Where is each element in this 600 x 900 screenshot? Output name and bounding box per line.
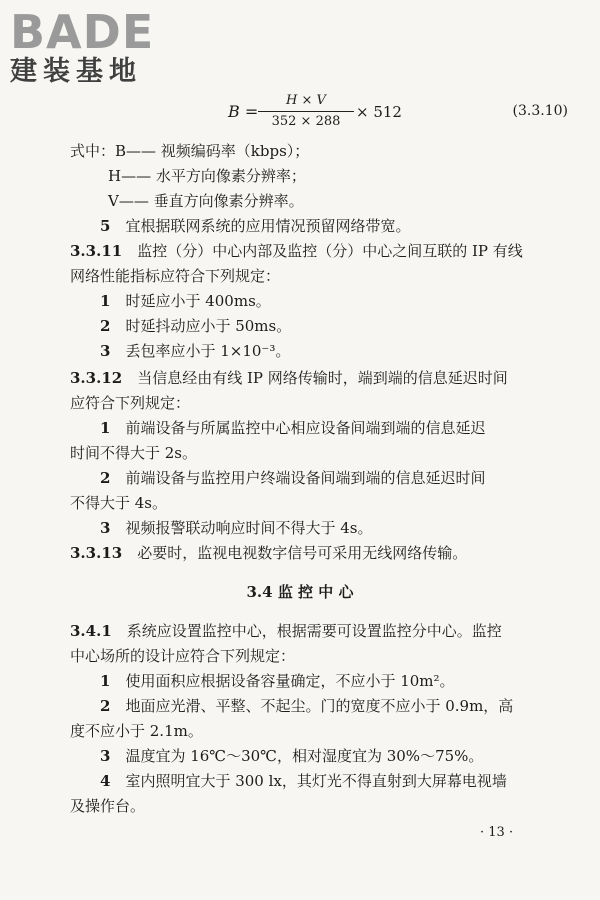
item-number: 1 <box>100 292 111 310</box>
item-text: 前端设备与所属监控中心相应设备间端到端的信息延迟 <box>125 419 486 437</box>
clause-line <box>70 621 570 641</box>
item-number: 2 <box>100 317 111 335</box>
item-text: 前端设备与监控用户终端设备间端到端的信息延迟时间 <box>125 469 486 487</box>
bade-logo <box>10 5 180 88</box>
formula-number: (3.3.10) <box>512 103 568 119</box>
logo-subtitle: 建装基地 <box>10 56 142 87</box>
text-line: 不得大于 4s。 <box>70 494 168 512</box>
list-item <box>100 771 600 791</box>
item-number: 3 <box>100 342 111 360</box>
clause-number: 3.4.1 <box>70 622 112 640</box>
clause-text: 当信息经由有线 IP 网络传输时，端到端的信息延迟时间 <box>137 369 508 387</box>
text-line: 应符合下列规定： <box>70 394 191 412</box>
clause-number: 3.3.11 <box>70 242 123 260</box>
list-item <box>100 518 600 538</box>
list-item <box>100 216 600 236</box>
item-text: 视频报警联动响应时间不得大于 4s。 <box>125 519 373 537</box>
text-line: 时间不得大于 2s。 <box>70 444 198 462</box>
fraction-bar <box>258 111 354 112</box>
item-text: 温度宜为 16℃～30℃，相对湿度宜为 30%～75%。 <box>125 747 484 765</box>
item-text: 宜根据联网系统的应用情况预留网络带宽。 <box>125 217 411 235</box>
text-line: 及操作台。 <box>70 797 146 815</box>
clause-text: 必要时，监视电视数字信号可采用无线网络传输。 <box>137 544 468 562</box>
text-line: V—— 垂直方向像素分辨率。 <box>108 192 304 210</box>
text-line: 式中：B—— 视频编码率（kbps）； <box>70 142 310 160</box>
clause-line <box>70 241 570 261</box>
item-number: 3 <box>100 747 111 765</box>
item-number: 1 <box>100 672 111 690</box>
item-text: 丢包率应小于 1×10⁻³。 <box>125 342 291 360</box>
page-number: · 13 · <box>480 825 514 840</box>
formula-rhs: × 512 <box>356 103 402 121</box>
text-line: 中心场所的设计应符合下列规定： <box>70 647 296 665</box>
clause-line <box>70 368 570 388</box>
text-line: H—— 水平方向像素分辨率； <box>108 167 306 185</box>
item-number: 1 <box>100 419 111 437</box>
list-item <box>100 468 600 488</box>
formula-fraction <box>258 92 354 131</box>
list-item <box>100 746 600 766</box>
list-item <box>100 696 600 716</box>
item-number: 2 <box>100 697 111 715</box>
list-item <box>100 291 600 311</box>
list-item <box>100 341 600 361</box>
item-text: 时延抖动应小于 50ms。 <box>125 317 292 335</box>
logo-wordmark: BADE <box>10 5 155 59</box>
list-item <box>100 418 600 438</box>
item-number: 2 <box>100 469 111 487</box>
clause-text: 系统应设置监控中心，根据需要可设置监控分中心。监控 <box>126 622 502 640</box>
item-text: 使用面积应根据设备容量确定，不应小于 10m²。 <box>125 672 455 690</box>
clause-number: 3.3.13 <box>70 544 123 562</box>
item-text: 地面应光滑、平整、不起尘。门的宽度不应小于 0.9m，高 <box>125 697 514 715</box>
list-item <box>100 671 600 691</box>
text-line: 度不应小于 2.1m。 <box>70 722 203 740</box>
item-number: 5 <box>100 217 111 235</box>
list-item <box>100 316 600 336</box>
formula-lhs: B = <box>228 102 259 121</box>
clause-line <box>70 543 570 563</box>
item-number: 3 <box>100 519 111 537</box>
formula-denominator: 352 × 288 <box>271 114 341 129</box>
item-text: 室内照明宜大于 300 lx，其灯光不得直射到大屏幕电视墙 <box>125 772 507 790</box>
formula-numerator: H × V <box>286 93 326 108</box>
formula-3-3-10 <box>228 92 568 136</box>
clause-number: 3.3.12 <box>70 369 123 387</box>
clause-text: 监控（分）中心内部及监控（分）中心之间互联的 IP 有线 <box>137 242 523 260</box>
section-heading: 3.4 监 控 中 心 <box>246 583 354 601</box>
item-text: 时延应小于 400ms。 <box>125 292 271 310</box>
item-number: 4 <box>100 772 111 790</box>
text-line: 网络性能指标应符合下列规定： <box>70 267 281 285</box>
